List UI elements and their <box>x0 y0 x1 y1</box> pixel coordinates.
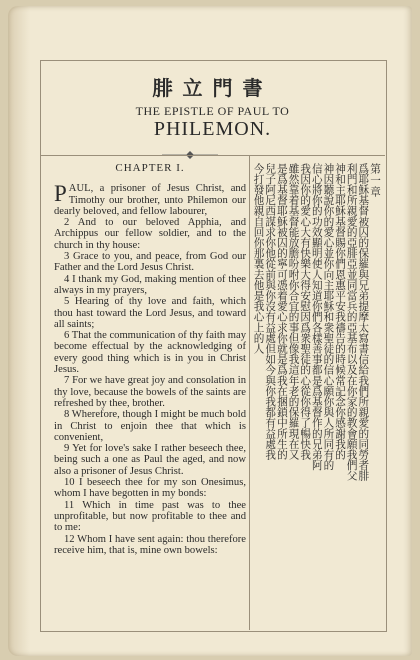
chinese-text-line: 雖然靠着基督能放膽吩咐你合宜的事但像我這年老的保羅現在又 <box>287 163 300 460</box>
chinese-text-line: 我因你的愛心大有快樂大得安慰因爲衆聖徒的心從你得了暢快我 <box>299 163 312 460</box>
verse-6: 6 That the communication of thy faith may become effectual by the acknowledging of every good thing which is in you in Christ Jesus. <box>54 330 246 376</box>
header-rule <box>40 155 385 156</box>
chinese-chapter-heading: 第一章 <box>369 163 381 198</box>
chinese-text-line: 今打發他親自回你那裏去他是我心上的人 <box>252 163 265 354</box>
page-gutter-shadow <box>8 6 30 656</box>
verse-9: 9 Yet for love's sake I rather beseech thee, being such a one as Paul the aged, and now also a prisoner of Jesus Christ. <box>54 443 246 477</box>
verse-1 <box>54 183 246 217</box>
english-subtitle: THE EPISTLE OF PAUL TO <box>135 104 290 118</box>
verse-7: 7 For we have great joy and consolation in thy love, because the bowels of the saints are refreshed by thee, brother. <box>54 375 246 409</box>
english-chapter-heading: CHAPTER I. <box>115 162 185 174</box>
verse-text: AUL, a prisoner of Jesus Christ, and Timothy our brother, unto Philemon our dearly beloved, and fellow labourer, <box>54 183 246 217</box>
chinese-text-line: 利門和所親愛的亞腓亞並同當兵的亞基布以及在你家的教會願我們父 <box>346 163 358 481</box>
verse-11: 11 Which in time past was to thee unprofitable, but now profitable to thee and to me: <box>54 499 246 534</box>
chinese-text-line: 爲耶穌基督被囚的保羅與兄弟提摩太寫書信給我們所親愛的同勞者腓 <box>357 163 370 481</box>
chinese-text-line: 神因聽說你的愛心並你向主耶穌和衆聖徒的信心願你與人所同有的 <box>322 163 335 471</box>
verse-4: 4 I thank my God, making mention of thee always in my prayers, <box>54 273 246 296</box>
verse-5: 5 Hearing of thy love and faith, which thou hast toward the Lord Jesus, and toward all saints; <box>54 296 246 330</box>
verse-8: 8 Wherefore, though I might be much bold in Christ to enjoin thee that which is convenient, <box>54 409 246 443</box>
verse-10: 10 I beseech thee for my son Onesimus, whom I have begotten in my bonds: <box>54 477 246 500</box>
chinese-text-line: 信心將你的功效顯明使人知道你們各樣善事都是爲基督作的兄弟阿 <box>311 163 323 471</box>
chinese-title: 腓立門書 <box>152 76 273 100</box>
chinese-column <box>253 163 381 625</box>
column-divider <box>249 155 250 630</box>
verse-12: 12 Whom I have sent again: thou therefore receive him, that is, mine own bowels: <box>54 533 246 556</box>
page-header <box>40 60 385 155</box>
chinese-text-line: 神和主耶穌基督賜你們恩惠平安我禱告的時候常記念你感謝我的 <box>334 163 347 460</box>
english-column <box>54 163 246 556</box>
chinese-text-line: 是爲基督耶穌被囚的寧可憑着愛心求你就是爲我在捆鎖中所生的 <box>276 163 288 460</box>
dropcap-letter: P <box>54 181 67 207</box>
verse-3: 3 Grace to you, and peace, from God our Father and the Lord Jesus Christ. <box>54 251 246 274</box>
verse-2: 2 And to our beloved Apphia, and Archippus our fellow soldier, and to the church in thy house: <box>54 217 246 251</box>
chinese-text-line: 兒子阿尼西謀求你他從前與你沒有益處但如今與你我都有益處我 <box>264 163 277 460</box>
english-title: PHILEMON. <box>153 118 272 140</box>
